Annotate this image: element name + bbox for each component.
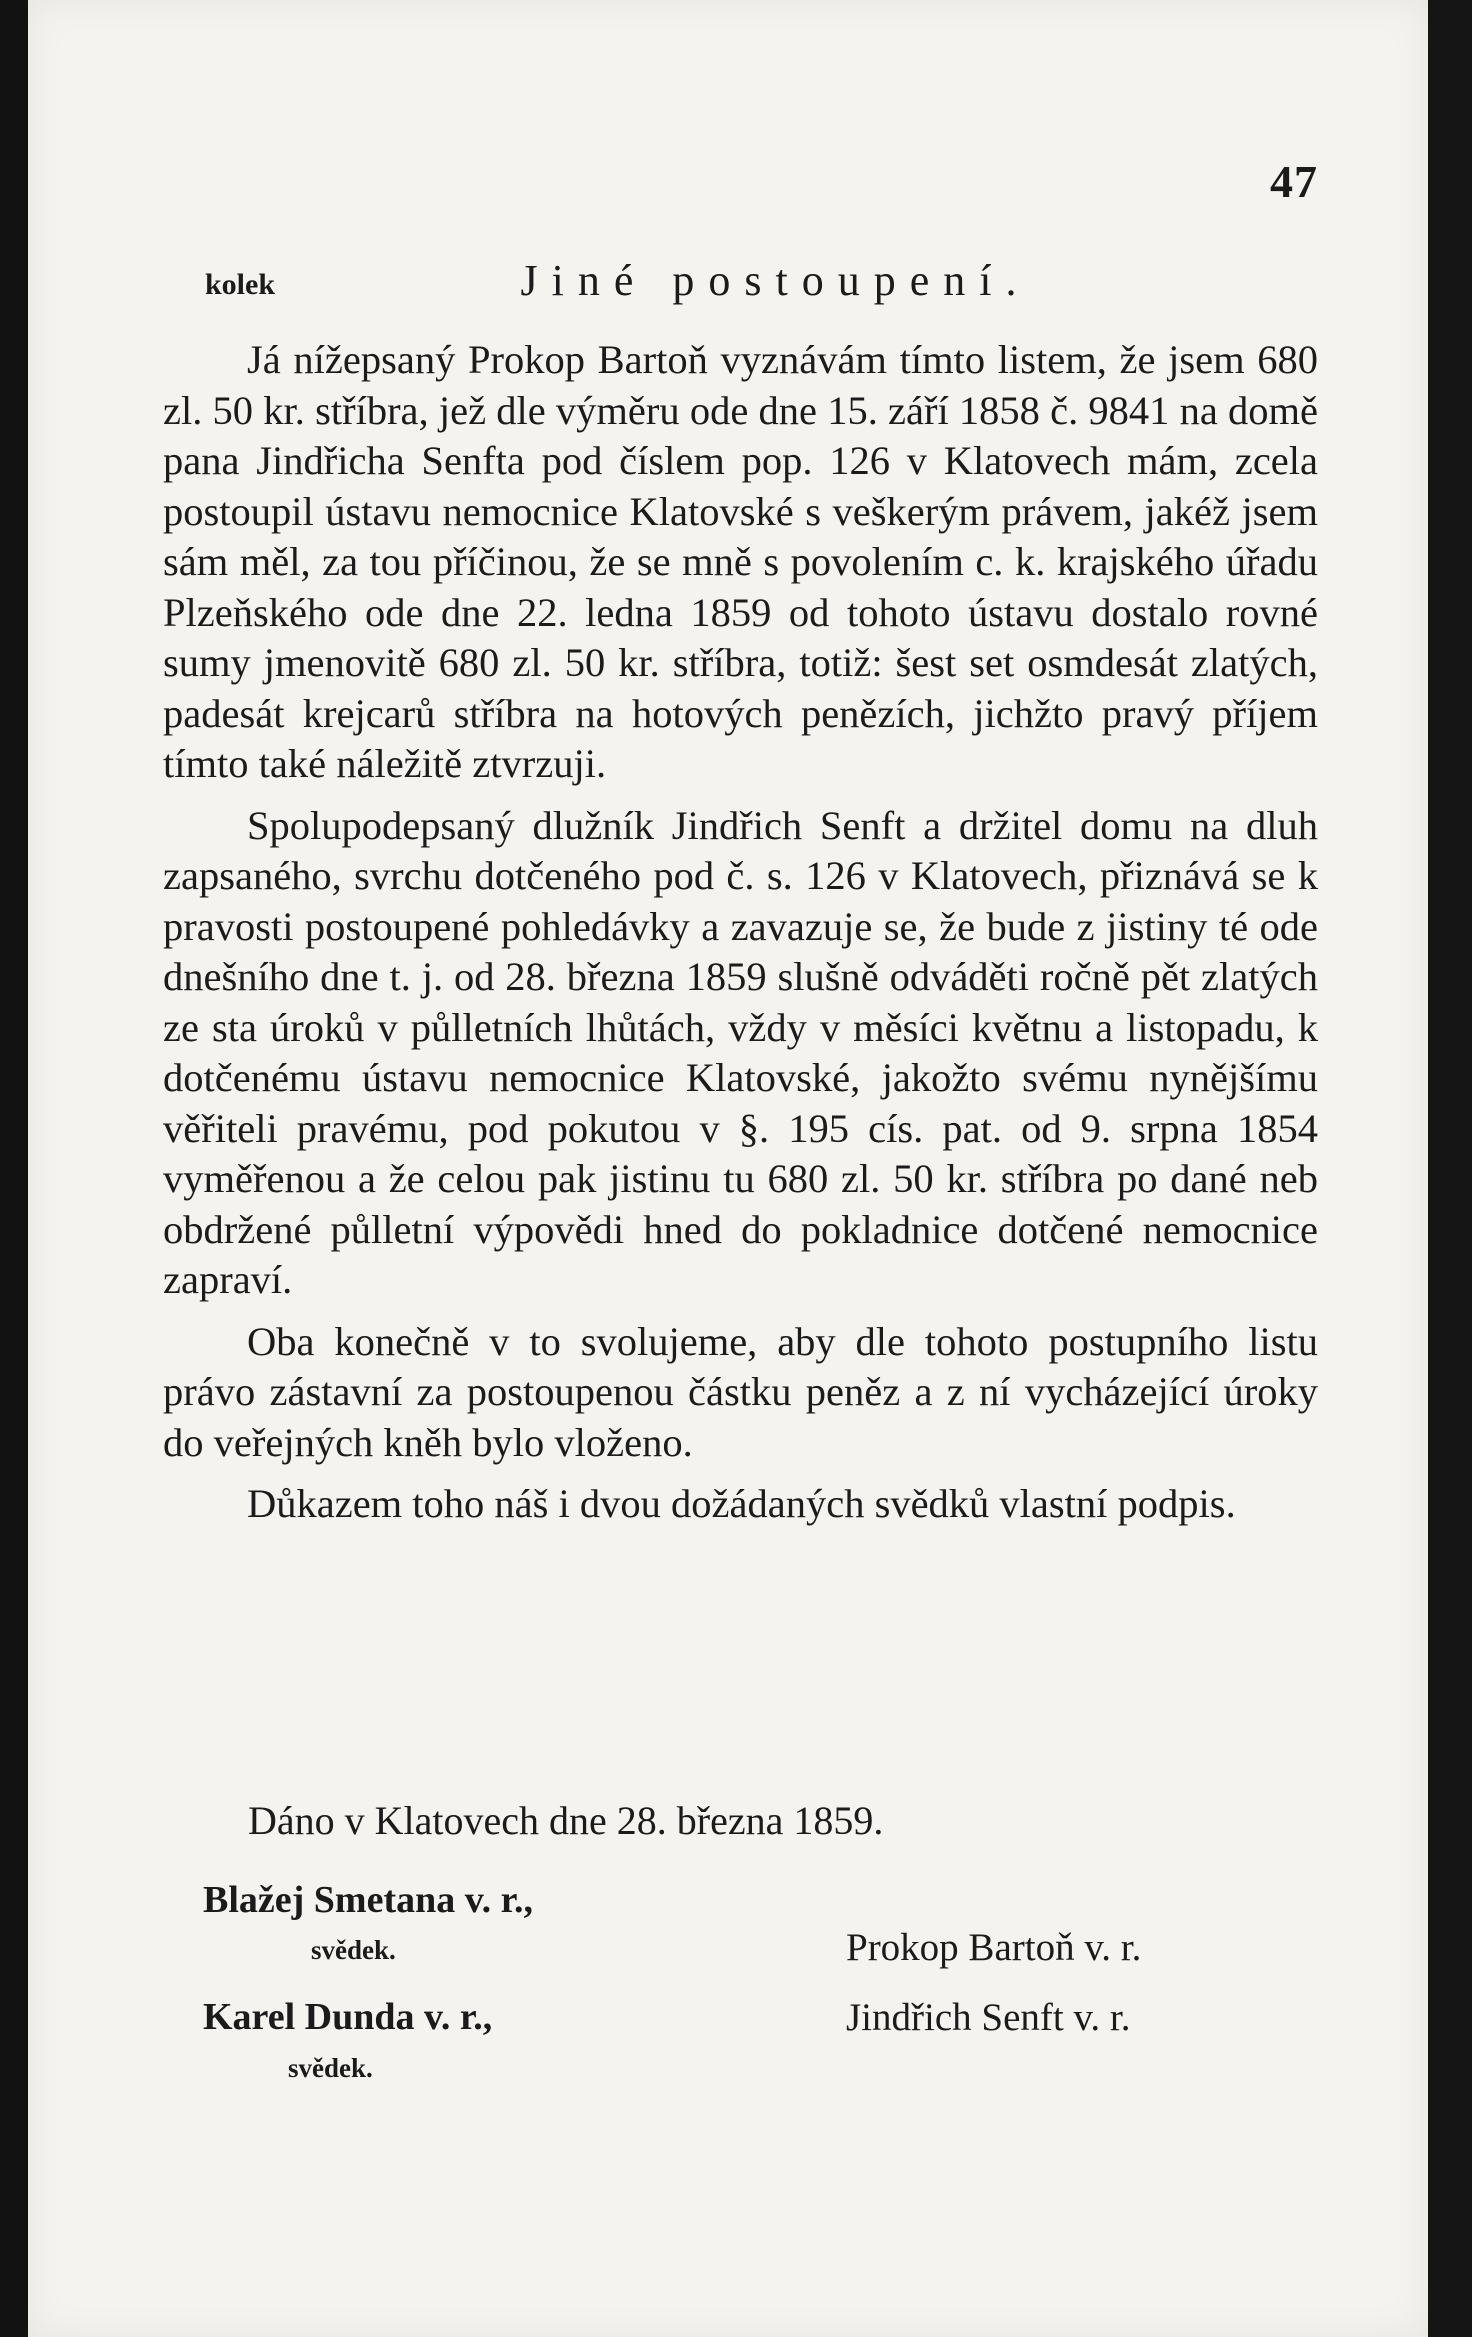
party1-signature: Prokop Bartoň v. r. — [846, 1926, 1142, 1969]
paragraph-debtor: Spolupodepsaný dlužník Jindřich Senft a držitel domu na dluh zapsaného, svrchu dotčeného pod č. s. 126 v Klatovech, přiznává se k pravosti postoupené pohledávky a zavazuje se, že bude z jistiny té ode dnešního dne t. j. od 28. března 1859 slušně odváděti ročně pět zlatých ze sta úroků v půlletních lhůtách, vždy v měsíci květnu a listopadu, k dotčenému ústavu nemocnice Klatovské, jakožto svému nynějšímu věřiteli pravému, pod pokutou v §. 195 cís. pat. od 9. srpna 1854 vyměřenou a že celou pak jistinu tu 680 zl. 50 kr. stříbra po dané neb obdržené půlletní výpovědi hned do pokladnice dotčené nemocnice zapraví. — [163, 802, 1318, 1302]
witness1-signature: Blažej Smetana v. r., — [203, 1879, 534, 1921]
paragraph-assignment: Já nížepsaný Prokop Bartoň vyznávám tímto listem, že jsem 680 zl. 50 kr. stříbra, jež dle výměru ode dne 15. září 1858 č. 9841 na domě pana Jindřicha Senfta pod číslem pop. 126 v Klatovech mám, zcela postoupil ústavu nemocnice Klatovské s veškerým právem, jakéž jsem sám měl, za tou příčinou, že se mně s povolením c. k. krajského úřadu Plzeňského ode dne 22. ledna 1859 od tohoto ústavu dostalo rovné sumy jmenovitě 680 zl. 50 kr. stříbra, totiž: šest set osmdesát zlatých, padesát krejcarů stříbra na hotových penězích, jichžto pravý příjem tímto také náležitě ztvrzuji. — [163, 337, 1318, 786]
document-page — [28, 0, 1428, 2337]
stamp-label: kolek — [205, 268, 276, 301]
witness2-signature: Karel Dunda v. r., — [203, 1996, 493, 2038]
scan-edge-right — [1428, 0, 1472, 2337]
party2-signature: Jindřich Senft v. r. — [846, 1996, 1131, 2039]
page-title: Jiné postoupení. — [520, 256, 1031, 305]
witness2-role: svědek. — [288, 2053, 373, 2083]
witness1-role: svědek. — [311, 1935, 396, 1965]
paragraph-consent: Oba konečně v to svolujeme, aby dle tohoto postupního listu právo zástavní za postoupenou částku peněz a z ní vycházející úroky do veřejných kněh bylo vloženo. — [163, 1318, 1318, 1465]
body-text — [163, 335, 1318, 1541]
paragraph-witnesses: Důkazem toho náš i dvou dožádaných svědků vlastní podpis. — [247, 1481, 1236, 1526]
dated-line: Dáno v Klatovech dne 28. března 1859. — [248, 1798, 884, 1843]
page-number: 47 — [1270, 156, 1318, 207]
scan-edge-left — [0, 0, 28, 2337]
